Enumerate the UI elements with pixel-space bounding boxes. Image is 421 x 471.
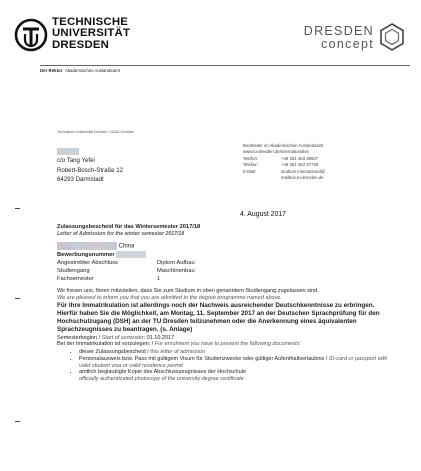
redacted-name <box>57 148 79 155</box>
contact-heading: Bearbeiter im Akademischen Auslandsamt <box>243 143 324 148</box>
list-item: • Personalausweis bzw. Pass mit gültigem Visum für Studienzwecke oder gültiger Aufenthaltserlaubnis / ID-card or passport with valid student visa or valid residence permit <box>79 356 392 370</box>
applicant-row <box>57 242 392 251</box>
field-value: 1 <box>157 276 161 283</box>
field-value: Diplom Aufbau <box>157 259 195 266</box>
contact-value: +49 351 463 37738 <box>281 162 319 168</box>
application-number-label: Bewerbungsnummer <box>57 251 115 258</box>
office-line <box>40 68 120 74</box>
semester-start: Semesterbeginn / Start of semester: 01.10.2017 <box>57 334 175 341</box>
fold-mark <box>15 208 20 209</box>
document-de: Personalausweis bzw. Pass mit gültigem Visum für Studienzwecke oder gültiger Aufenthaltserlaubnis <box>79 355 325 362</box>
contact-label: Telefax: <box>243 162 258 168</box>
semester-start-label-en: Start of semester <box>101 334 144 341</box>
contact-label: E-Mail: <box>243 168 257 174</box>
office-title: Der Rektor <box>40 68 63 73</box>
application-number-row <box>57 251 392 259</box>
dresden-concept-line-2: concept <box>321 37 374 51</box>
sender-return-address: Technische Universität Dresden, 01062 Dresden <box>57 130 135 134</box>
admission-text-en: We are pleased to inform you that you are admitted to the degree programme named above. <box>57 294 282 301</box>
recipient-street: Robert-Bosch-Straße 12 <box>57 166 124 174</box>
field-key: Angestrebter Abschluss <box>57 259 118 266</box>
recipient-city: 64293 Darmstadt <box>57 175 104 183</box>
enrolment-heading: Bei der Immatrikulation ist vorzulegen: / For enrolment you have to present the following documents: <box>57 341 301 348</box>
document-en: officially authenticated photocopy of the university degree certificate <box>79 376 244 383</box>
recipient-care-of: c/o Tang Yefei <box>57 157 95 165</box>
semester-start-date: 01.10.2017 <box>146 334 175 341</box>
field-key: Studiengang <box>57 267 90 274</box>
contact-label: Telefon: <box>243 155 259 161</box>
admission-paragraph <box>57 288 392 301</box>
field-row <box>57 267 392 275</box>
dresden-concept-wordmark <box>262 25 374 51</box>
tu-dresden-logo <box>14 18 48 52</box>
enrolment-heading-de: Bei der Immatrikulation ist vorzulegen: <box>57 341 151 348</box>
recipient-name <box>57 147 123 156</box>
university-name-line-2: UNIVERSITÄT <box>52 27 131 40</box>
university-name-line-3: DRESDEN <box>52 38 110 51</box>
letter-body <box>57 224 392 383</box>
redacted-applicant-name <box>57 242 117 250</box>
language-requirement-notice: Für Ihre Immatrikulation ist allerdings noch der Nachweis ausreichender Deutschkenntnisse zu erbringen. Hierfür haben Sie die Möglichkeit, am Montag, 11. September 2017 an der Deutschen Sprachprüfung für den Hochschulzugang (DSH) an der TU Dresden teilzunehmen oder die Anerkennung eines äquivalenten Sprachzeugnisses zu beantragen. (s. Anlage) <box>57 301 380 334</box>
semester-start-label-de: Semesterbeginn <box>57 334 98 341</box>
field-key: Fachsemester <box>57 276 94 283</box>
university-name-line-1: TECHNISCHE <box>52 16 129 28</box>
field-row <box>57 275 392 283</box>
university-name <box>52 17 130 51</box>
letter-date: 4. August 2017 <box>240 211 286 218</box>
document-en: this letter of admission <box>150 348 205 355</box>
admission-text-de: Wir freuen uns, Ihnen mitzuteilen, dass Sie zum Studium in oben genanntem Studiengang zugelassen sind. <box>57 288 319 295</box>
document-de: amtlich beglaubigte Kopie des Abschlusszeugnisses der Hochschule <box>79 369 246 376</box>
field-value: Maschinenbau <box>157 267 195 274</box>
contact-row <box>243 175 325 181</box>
office-department: Akademisches Auslandsamt <box>64 68 120 73</box>
field-row <box>57 259 392 267</box>
contact-email-line-2: mailbox.tu-dresden.de <box>281 175 324 181</box>
fold-mark <box>15 298 20 299</box>
contact-value: +49 351 463 39607 <box>281 155 319 161</box>
contact-value: studium.international@ <box>281 168 326 174</box>
subject-de: Zulassungsbescheid für das Wintersemester 2017/18 <box>57 224 201 230</box>
dresden-concept-line-1: DRESDEN <box>303 24 374 38</box>
list-item <box>79 369 392 383</box>
applicant-country: China <box>118 243 135 250</box>
contact-block <box>243 143 325 181</box>
enrolment-heading-en: For enrolment you have to present the following documents: <box>154 341 301 348</box>
fold-mark <box>15 421 20 422</box>
recipient-address <box>57 147 123 184</box>
document-en: ID-card or passport with valid student visa or valid residence permit <box>79 355 388 369</box>
contact-website: www.tu-dresden.de/internationales <box>243 149 309 155</box>
document-de: dieser Zulassungsbescheid <box>79 348 146 355</box>
dresden-concept-logo <box>377 22 407 52</box>
enrolment-document-list <box>79 349 392 383</box>
header-rule <box>40 65 410 66</box>
redacted-application-number <box>116 251 146 258</box>
subject-en: Letter of Admission for the winter semester 2017/18 <box>57 231 185 237</box>
list-item: • dieser Zulassungsbescheid / this letter of admission <box>79 349 392 356</box>
